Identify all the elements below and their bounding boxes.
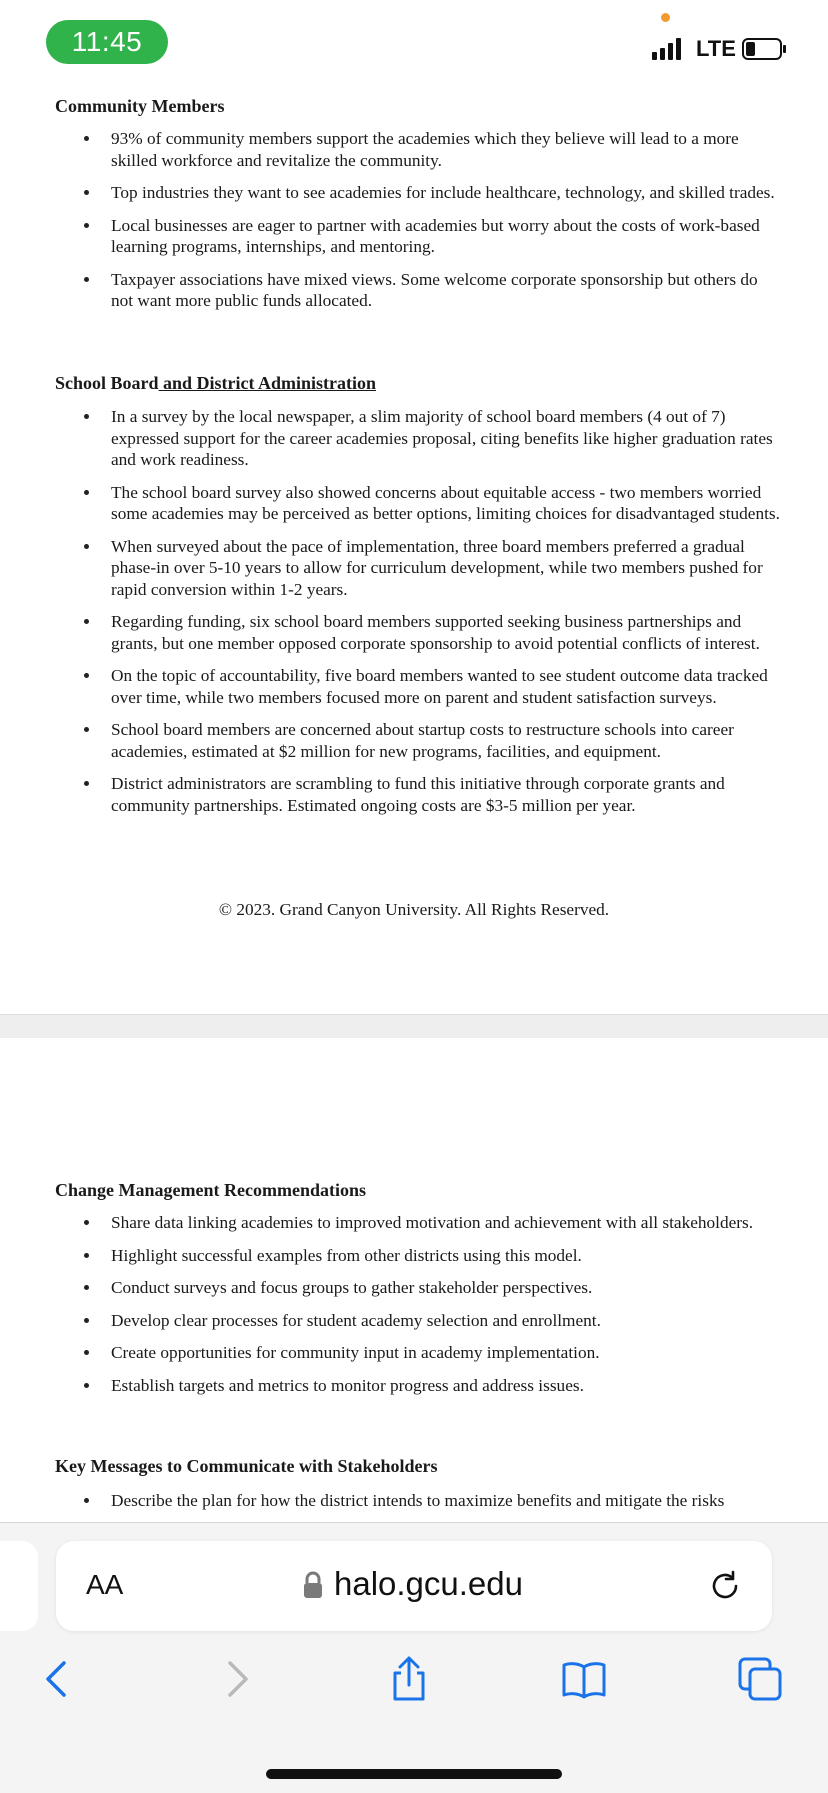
copyright-notice: © 2023. Grand Canyon University. All Rights Reserved. [218, 900, 610, 919]
list-item: In a survey by the local newspaper, a slim majority of school board members (4 out of 7) expressed support for the career academies proposal, citing benefits like higher graduation rates and work readiness. [0, 406, 828, 471]
list-item: Top industries they want to see academies for include healthcare, technology, and skilled trades. [0, 182, 828, 204]
key-messages-list [0, 1490, 828, 1512]
address-bar[interactable] [56, 1541, 772, 1631]
list-item: School board members are concerned about startup costs to restructure schools into career academies, estimated at $2 million for new programs, facilities, and equipment. [0, 719, 828, 762]
privacy-indicator-dot [661, 13, 670, 22]
list-item: Create opportunities for community input in academy implementation. [0, 1342, 828, 1364]
previous-tab-preview[interactable] [0, 1541, 38, 1631]
list-item: Develop clear processes for student academy selection and enrollment. [0, 1310, 828, 1332]
signal-icon [652, 38, 682, 60]
list-item: Regarding funding, six school board members supported seeking business partnerships and grants, but one member opposed corporate sponsorship to avoid potential conflicts of interest. [0, 611, 828, 654]
list-item: Conduct surveys and focus groups to gather stakeholder perspectives. [0, 1277, 828, 1299]
share-icon[interactable] [385, 1655, 433, 1703]
change-list [0, 1212, 828, 1396]
community-list [0, 128, 828, 312]
reload-icon[interactable] [708, 1569, 742, 1603]
list-item: Local businesses are eager to partner with academies but worry about the costs of work-based learning programs, internships, and mentoring. [0, 215, 828, 258]
list-item: 93% of community members support the academies which they believe will lead to a more skilled workforce and revitalize the community. [0, 128, 828, 171]
community-heading: Community Members [55, 96, 225, 116]
list-item: Describe the plan for how the district intends to maximize benefits and mitigate the risks [0, 1490, 828, 1512]
page-separator [0, 1014, 828, 1039]
board-heading [55, 373, 376, 394]
list-item: Share data linking academies to improved motivation and achievement with all stakeholders. [0, 1212, 828, 1234]
list-item: District administrators are scrambling to fund this initiative through corporate grants and community partnerships. Estimated ongoing costs are $3-5 million per year. [0, 773, 828, 816]
back-icon[interactable] [34, 1655, 82, 1703]
tabs-icon[interactable] [736, 1655, 784, 1703]
status-bar [0, 0, 828, 96]
list-item: Highlight successful examples from other districts using this model. [0, 1245, 828, 1267]
list-item: Establish targets and metrics to monitor progress and address issues. [0, 1375, 828, 1397]
battery-icon [742, 38, 786, 60]
list-item: On the topic of accountability, five board members wanted to see student outcome data tracked over time, while two members focused more on parent and student satisfaction surveys. [0, 665, 828, 708]
browser-toolbar [0, 1522, 828, 1793]
bookmarks-icon[interactable] [560, 1655, 608, 1703]
board-list [0, 406, 828, 816]
lock-icon [302, 1571, 324, 1599]
board-heading-part1: School Board [55, 373, 159, 393]
key-messages-heading: Key Messages to Communicate with Stakeholders [55, 1456, 438, 1476]
list-item: Taxpayer associations have mixed views. Some welcome corporate sponsorship but others do not want more public funds allocated. [0, 269, 828, 312]
url-text[interactable]: halo.gcu.edu [334, 1565, 523, 1602]
forward-icon[interactable] [212, 1655, 260, 1703]
list-item: The school board survey also showed concerns about equitable access - two members worried some academies may be perceived as better options, limiting choices for disadvantaged students. [0, 482, 828, 525]
status-time: 11:45 [46, 20, 168, 64]
network-type: LTE [696, 36, 736, 61]
text-size-button[interactable]: AA [86, 1569, 124, 1600]
change-heading: Change Management Recommendations [55, 1180, 366, 1200]
document-page-1 [0, 96, 828, 1014]
board-heading-part2: and District Administration [158, 373, 377, 393]
document-page-2 [0, 1038, 828, 1522]
list-item: When surveyed about the pace of implementation, three board members preferred a gradual phase-in over 5-10 years to allow for curriculum development, while two members pushed for rapid conversion within 1-2 years. [0, 536, 828, 601]
home-indicator[interactable] [266, 1769, 562, 1779]
